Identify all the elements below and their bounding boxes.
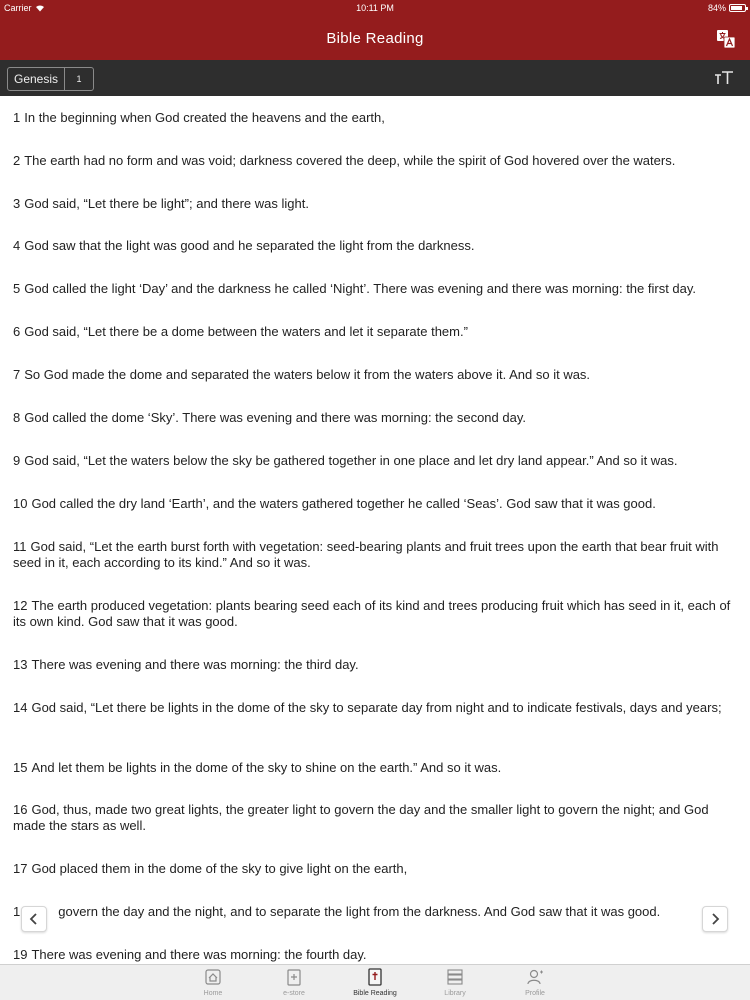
carrier-label: Carrier <box>4 3 32 13</box>
verse <box>13 196 735 212</box>
chapter-selector[interactable]: 1 <box>76 74 82 84</box>
tab-label: e-store <box>283 990 305 997</box>
tab-label: Profile <box>525 990 545 997</box>
verse-number: 12 <box>13 598 28 613</box>
verse-number: 19 <box>13 947 28 962</box>
verse-text: And let them be lights in the dome of the sky to shine on the earth.” And so it was. <box>31 760 502 775</box>
tab-profile[interactable] <box>500 967 570 1000</box>
library-icon <box>445 967 465 987</box>
verse-text: God said, “Let there be a dome between the waters and let it separate them.” <box>24 324 468 339</box>
verse-number: 1 <box>13 110 21 125</box>
verse-number: 8 <box>13 410 21 425</box>
verse-number: 10 <box>13 496 28 511</box>
verse-text: There was evening and there was morning: the third day. <box>31 657 359 672</box>
verse-number: 15 <box>13 760 28 775</box>
verse-text: God called the light ‘Day’ and the darkness he called ‘Night’. There was evening and there was morning: the first day. <box>24 281 697 296</box>
verse-text: So God made the dome and separated the waters below it from the waters above it. And so it was. <box>24 367 591 382</box>
tab-label: Bible Reading <box>353 990 397 997</box>
tab-label: Home <box>203 990 223 997</box>
verse <box>13 760 735 776</box>
verse-text: God placed them in the dome of the sky to give light on the earth, <box>31 861 408 876</box>
status-time: 10:11 PM <box>356 3 394 13</box>
battery-icon <box>729 4 746 12</box>
verse <box>13 947 735 963</box>
previous-chapter-button[interactable] <box>21 906 47 932</box>
verse-number: 2 <box>13 153 21 168</box>
verse <box>13 110 735 126</box>
verse-text: God, thus, made two great lights, the greater light to govern the day and the smaller light to govern the night; and God made the stars as well. <box>13 802 709 833</box>
verse-text: God called the dome ‘Sky’. There was evening and there was morning: the second day. <box>24 410 526 425</box>
tab-bar <box>0 964 750 1000</box>
verse-text: God called the dry land ‘Earth’, and the waters gathered together he called ‘Seas’. God saw that it was good. <box>31 496 656 511</box>
home-icon <box>203 967 223 987</box>
app-header <box>0 0 750 60</box>
verse-text: The earth had no form and was void; darkness covered the deep, while the spirit of God hovered over the waters. <box>24 153 676 168</box>
verse-number: 6 <box>13 324 21 339</box>
verse-number: 1 <box>13 904 21 919</box>
verse-text: God said, “Let there be lights in the dome of the sky to separate day from night and to indicate festivals, days and years; <box>31 700 722 715</box>
verse-text: There was evening and there was morning: the fourth day. <box>31 947 367 962</box>
bible-icon <box>365 967 385 987</box>
tab-label: Library <box>444 990 466 997</box>
verse-number: 3 <box>13 196 21 211</box>
verse-text: God said, “Let the earth burst forth with vegetation: seed-bearing plants and fruit trees upon the earth that bear fruit with seed in it, each according to its kind.” And so it was. <box>13 539 719 570</box>
chevron-left-icon <box>28 912 40 926</box>
verse-number: 5 <box>13 281 21 296</box>
verse <box>13 281 735 297</box>
verse-text: The earth produced vegetation: plants bearing seed each of its kind and trees producing fruit which has seed in it, each of its own kind. God saw that it was good. <box>13 598 731 629</box>
verse-number: 16 <box>13 802 28 817</box>
verse-number: 14 <box>13 700 28 715</box>
page-title: Bible Reading <box>326 30 424 47</box>
verse-text: govern the day and the night, and to separate the light from the darkness. And God saw that it was good. <box>58 904 661 919</box>
verse <box>13 496 735 512</box>
verse-number: 9 <box>13 453 21 468</box>
book-chapter-picker[interactable] <box>7 67 94 91</box>
battery-percent: 84% <box>707 3 726 13</box>
verse-number: 4 <box>13 238 21 253</box>
tab-bible-reading[interactable] <box>340 967 410 1000</box>
tab-library[interactable] <box>420 967 490 1000</box>
tab-home[interactable] <box>178 967 248 1000</box>
verse <box>13 238 735 254</box>
font-size-icon[interactable] <box>714 70 734 86</box>
verse <box>13 657 735 673</box>
verse <box>13 802 735 834</box>
profile-icon <box>525 967 545 987</box>
verse <box>13 598 735 630</box>
battery-indicator <box>708 3 746 13</box>
verse-text: God said, “Let the waters below the sky be gathered together in one place and let dry land appear.” And so it was. <box>24 453 678 468</box>
store-icon <box>284 967 304 987</box>
verse-text: In the beginning when God created the heavens and the earth, <box>24 110 385 125</box>
verse-number: 17 <box>13 861 28 876</box>
verse <box>13 153 735 169</box>
status-bar <box>0 0 750 16</box>
verse-number: 13 <box>13 657 28 672</box>
verse <box>13 700 735 716</box>
verse <box>13 324 735 340</box>
verse-text: God said, “Let there be light”; and there was light. <box>24 196 309 211</box>
tab-e-store[interactable] <box>259 967 329 1000</box>
book-selector[interactable]: Genesis <box>8 68 65 90</box>
chevron-right-icon <box>709 912 721 926</box>
verse <box>13 904 735 920</box>
verse <box>13 861 735 877</box>
verse-text: God saw that the light was good and he separated the light from the darkness. <box>24 238 475 253</box>
scripture-content <box>0 96 750 964</box>
verse <box>13 367 735 383</box>
translate-icon[interactable] <box>716 29 736 49</box>
verse-number: 11 <box>13 539 27 554</box>
reading-toolbar <box>0 60 750 96</box>
verse-number: 7 <box>13 367 21 382</box>
verse <box>13 453 735 469</box>
verse <box>13 410 735 426</box>
next-chapter-button[interactable] <box>702 906 728 932</box>
verse <box>13 539 735 571</box>
